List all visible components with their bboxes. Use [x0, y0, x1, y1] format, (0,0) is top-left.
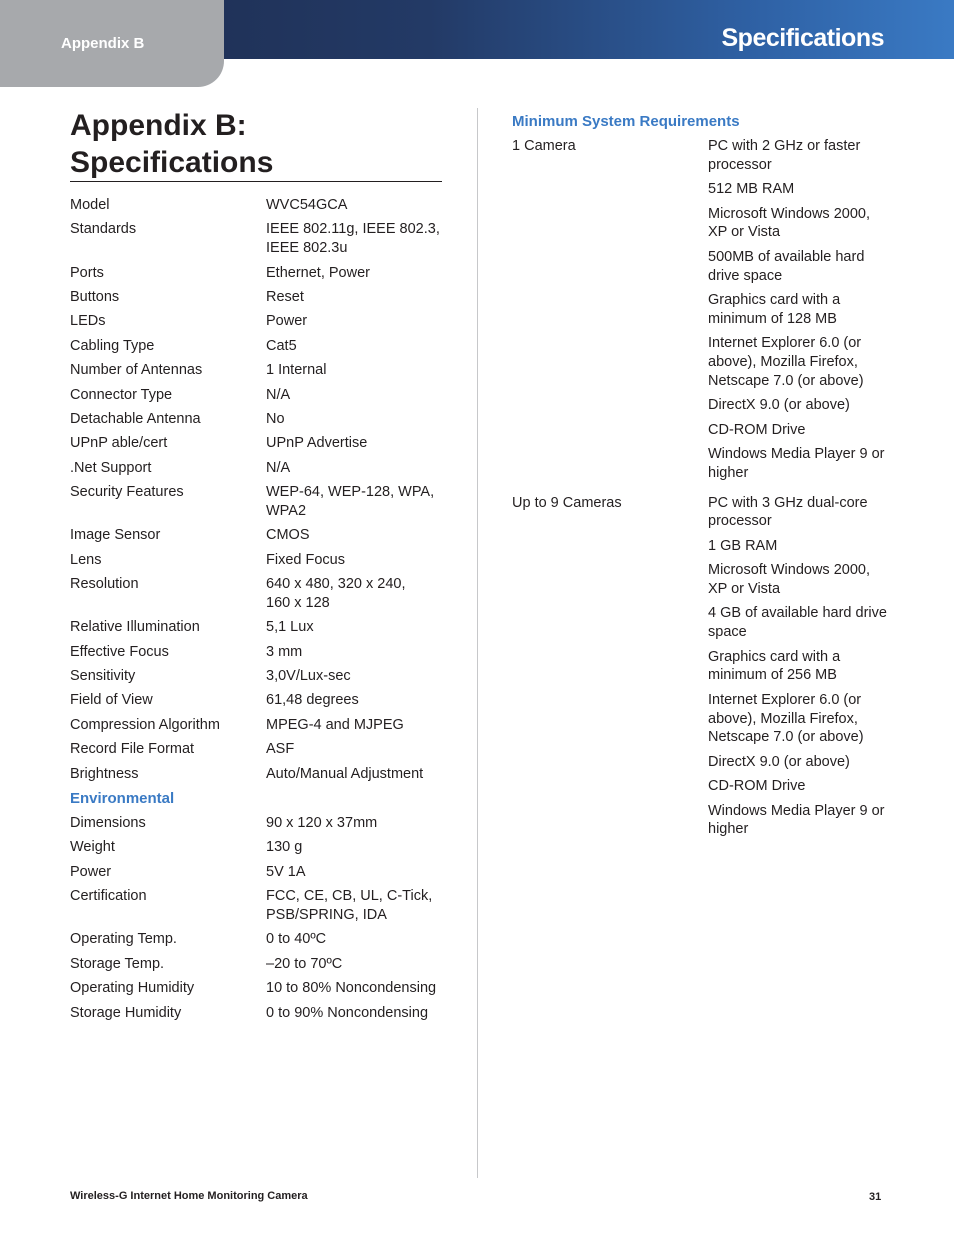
- spec-value: [266, 716, 445, 735]
- requirement-group: [512, 137, 892, 488]
- footer-product-name: Wireless-G Internet Home Monitoring Camera: [70, 1190, 308, 1202]
- spec-row: [70, 643, 445, 662]
- spec-value: [266, 740, 445, 759]
- spec-label: Resolution: [70, 576, 139, 593]
- requirement-group-label: 1 Camera: [512, 138, 576, 154]
- requirement-item: 1 GB RAM: [708, 537, 778, 554]
- spec-row: [70, 618, 445, 637]
- spec-value-text: Fixed Focus: [266, 551, 345, 568]
- spec-row: [70, 691, 445, 710]
- spec-label: Model: [70, 197, 110, 213]
- spec-value: [266, 526, 445, 545]
- page-title-line2: Specifications: [70, 146, 274, 179]
- environmental-row: [70, 887, 445, 925]
- requirement-item: Microsoft Windows 2000, XP or Vista: [708, 562, 870, 598]
- environmental-table: [70, 814, 445, 1022]
- spec-row: [70, 740, 445, 759]
- spec-value-text: 61,48 degrees: [266, 692, 359, 709]
- spec-value: [266, 618, 445, 637]
- spec-value-text: 3 mm: [266, 643, 303, 660]
- requirement-item: Windows Media Player 9 or higher: [708, 445, 885, 481]
- spec-row: [70, 337, 445, 356]
- spec-row: [70, 386, 445, 405]
- spec-row: [70, 459, 445, 478]
- environmental-value: –20 to 70ºC: [266, 955, 343, 972]
- spec-value-text: 160 x 128: [266, 594, 330, 611]
- requirements-heading: Minimum System Requirements: [512, 113, 740, 130]
- spec-label: Field of View: [70, 692, 153, 709]
- spec-row: [70, 716, 445, 735]
- environmental-value: 90 x 120 x 37mm: [266, 814, 378, 831]
- spec-value-text: 640 x 480, 320 x 240,: [266, 576, 406, 593]
- spec-value-text: Cat5: [266, 337, 297, 354]
- environmental-label: Certification: [70, 888, 147, 905]
- spec-value: [266, 459, 445, 478]
- requirement-item: 4 GB of available hard drive space: [708, 605, 887, 641]
- requirement-item: CD-ROM Drive: [708, 421, 806, 438]
- spec-value-text: 5,1 Lux: [266, 619, 314, 636]
- section-tab-label: Appendix B: [61, 35, 145, 52]
- spec-row: [70, 361, 445, 380]
- spec-row: [70, 312, 445, 331]
- spec-row: [70, 483, 445, 521]
- requirement-item: Graphics card with a minimum of 128 MB: [708, 291, 841, 327]
- spec-label: .Net Support: [70, 459, 152, 476]
- requirement-item: Microsoft Windows 2000, XP or Vista: [708, 205, 870, 241]
- spec-value: [266, 386, 445, 405]
- requirement-group-label: Up to 9 Cameras: [512, 494, 622, 511]
- spec-label: UPnP able/cert: [70, 435, 168, 452]
- requirement-item: 500MB of available hard drive space: [708, 248, 865, 284]
- environmental-heading: Environmental: [70, 789, 175, 807]
- requirements-table: [512, 137, 892, 845]
- spec-label: Buttons: [70, 288, 120, 305]
- spec-value: [266, 361, 445, 380]
- spec-value: [266, 434, 445, 453]
- spec-label: Number of Antennas: [70, 362, 203, 379]
- spec-value-text: Auto/Manual Adjustment: [266, 765, 424, 782]
- environmental-row: [70, 930, 445, 949]
- requirement-item: Windows Media Player 9 or higher: [708, 802, 885, 838]
- spec-row: [70, 220, 445, 258]
- requirement-item: Internet Explorer 6.0 (or above), Mozilla Firefox, Netscape 7.0 (or above): [708, 335, 864, 389]
- environmental-label: Weight: [70, 839, 115, 856]
- spec-label: Record File Format: [70, 741, 195, 758]
- environmental-row: [70, 1004, 445, 1023]
- spec-value-text: WVC54GCA: [266, 197, 348, 213]
- spec-value: [266, 312, 445, 331]
- spec-value-text: Ethernet, Power: [266, 264, 370, 281]
- environmental-value: 0 to 90% Noncondensing: [266, 1004, 429, 1021]
- specs-column: [70, 196, 445, 1028]
- environmental-value: 130 g: [266, 839, 303, 856]
- spec-row: [70, 575, 445, 613]
- spec-label: Standards: [70, 221, 137, 238]
- header-title: Specifications: [721, 24, 884, 52]
- spec-value-text: MPEG-4 and MJPEG: [266, 716, 404, 733]
- requirement-item: DirectX 9.0 (or above): [708, 397, 850, 414]
- spec-row: [70, 288, 445, 307]
- spec-value-text: CMOS: [266, 527, 310, 544]
- environmental-row: [70, 955, 445, 974]
- environmental-value: 0 to 40ºC: [266, 931, 327, 948]
- environmental-label: Operating Temp.: [70, 931, 177, 948]
- spec-row: [70, 765, 445, 784]
- requirements-column: [512, 110, 892, 850]
- spec-value: [266, 551, 445, 570]
- spec-row: [70, 410, 445, 429]
- spec-value-text: N/A: [266, 459, 291, 476]
- spec-value-text: IEEE 802.11g, IEEE 802.3, IEEE 802.3u: [266, 221, 440, 257]
- spec-label: Detachable Antenna: [70, 410, 201, 427]
- spec-row: [70, 551, 445, 570]
- column-divider: [477, 108, 478, 1178]
- spec-value: [266, 667, 445, 686]
- requirement-list: [708, 494, 892, 845]
- requirement-item: DirectX 9.0 (or above): [708, 753, 850, 770]
- spec-label: Effective Focus: [70, 643, 169, 660]
- spec-value: [266, 765, 445, 784]
- spec-value: [266, 643, 445, 662]
- spec-value: [266, 691, 445, 710]
- spec-value: [266, 410, 445, 429]
- requirement-item: 512 MB RAM: [708, 181, 795, 198]
- requirement-item: Graphics card with a minimum of 256 MB: [708, 648, 841, 684]
- requirement-item: PC with 3 GHz dual-core processor: [708, 494, 868, 530]
- spec-value-text: No: [266, 410, 285, 427]
- spec-row: [70, 667, 445, 686]
- spec-row: [70, 196, 445, 215]
- spec-label: Lens: [70, 551, 102, 568]
- spec-value-text: WEP-64, WEP-128, WPA, WPA2: [266, 484, 435, 519]
- section-tab: [0, 0, 224, 87]
- environmental-label: Storage Humidity: [70, 1004, 182, 1021]
- spec-value-text: 3,0V/Lux-sec: [266, 668, 351, 685]
- spec-label: LEDs: [70, 313, 106, 330]
- specs-table: [70, 196, 445, 783]
- requirement-group: [512, 494, 892, 845]
- spec-value: [266, 196, 445, 215]
- page-title: [70, 107, 442, 181]
- requirement-item: PC with 2 GHz or faster processor: [708, 138, 861, 173]
- spec-label: Security Features: [70, 484, 184, 501]
- spec-value-text: N/A: [266, 386, 291, 403]
- requirement-list: [708, 137, 892, 488]
- page-title-line1: Appendix B:: [70, 109, 247, 142]
- spec-label: Sensitivity: [70, 668, 136, 685]
- spec-value: [266, 288, 445, 307]
- spec-value: [266, 220, 445, 258]
- spec-label: Connector Type: [70, 386, 173, 403]
- spec-value-text: UPnP Advertise: [266, 435, 368, 452]
- spec-value: [266, 264, 445, 283]
- requirement-item: Internet Explorer 6.0 (or above), Mozilla Firefox, Netscape 7.0 (or above): [708, 691, 864, 746]
- spec-label: Compression Algorithm: [70, 716, 220, 733]
- spec-value-text: Power: [266, 313, 308, 330]
- environmental-row: [70, 814, 445, 833]
- environmental-value: 5V 1A: [266, 863, 306, 880]
- spec-value-text: 1 Internal: [266, 362, 327, 379]
- spec-label: Relative Illumination: [70, 619, 200, 636]
- title-rule: [70, 181, 442, 182]
- spec-row: [70, 526, 445, 545]
- spec-value-text: Reset: [266, 288, 304, 305]
- environmental-label: Operating Humidity: [70, 980, 195, 997]
- environmental-label: Storage Temp.: [70, 955, 165, 972]
- environmental-value: FCC, CE, CB, UL, C-Tick, PSB/SPRING, IDA: [266, 888, 433, 923]
- environmental-value: 10 to 80% Noncondensing: [266, 980, 437, 997]
- spec-label: Image Sensor: [70, 527, 161, 544]
- spec-value-text: ASF: [266, 741, 295, 758]
- environmental-row: [70, 979, 445, 998]
- footer-page-number: 31: [869, 1191, 882, 1203]
- spec-label: Ports: [70, 264, 104, 281]
- environmental-row: [70, 863, 445, 882]
- spec-label: Cabling Type: [70, 337, 155, 354]
- environmental-label: Power: [70, 863, 112, 880]
- spec-row: [70, 264, 445, 283]
- spec-value: [266, 483, 445, 521]
- environmental-label: Dimensions: [70, 814, 146, 831]
- spec-row: [70, 434, 445, 453]
- requirement-item: CD-ROM Drive: [708, 778, 806, 795]
- spec-value: [266, 337, 445, 356]
- spec-value: [266, 575, 445, 613]
- environmental-row: [70, 838, 445, 857]
- spec-label: Brightness: [70, 765, 139, 782]
